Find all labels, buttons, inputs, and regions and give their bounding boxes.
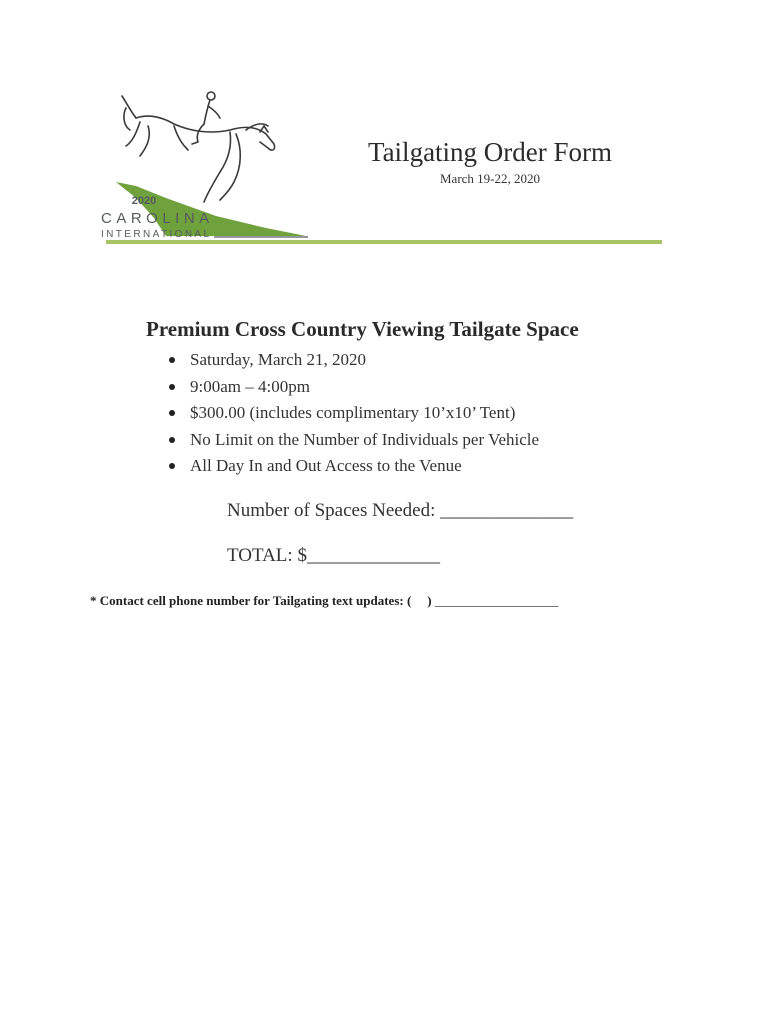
spaces-needed-label: Number of Spaces Needed: — [227, 500, 436, 521]
carolina-international-logo — [96, 86, 316, 246]
area-code-open-paren: ( — [406, 593, 412, 608]
contact-phone-label: Contact cell phone number for Tailgating text updates: — [99, 593, 404, 608]
spaces-needed-field — [227, 500, 573, 522]
list-item: 9:00am – 4:00pm — [166, 374, 539, 401]
list-item: Saturday, March 21, 2020 — [166, 347, 539, 374]
logo-subtitle: INTERNATIONAL — [101, 229, 212, 240]
total-field — [227, 545, 440, 567]
feature-list — [166, 347, 539, 480]
horse-sketch — [122, 92, 275, 202]
header-divider — [106, 240, 662, 244]
event-dates: March 19-22, 2020 — [439, 171, 540, 186]
form-title: Tailgating Order Form — [367, 137, 613, 167]
section-heading: Premium Cross Country Viewing Tailgate Space — [146, 317, 579, 341]
contact-phone-field — [90, 593, 558, 609]
total-label: TOTAL: — [227, 545, 293, 566]
logo-green-hill — [116, 182, 306, 236]
asterisk-marker: * — [90, 593, 100, 608]
logo-name: CAROLINA — [101, 210, 214, 227]
total-blank[interactable]: $______________ — [297, 545, 440, 566]
list-item: No Limit on the Number of Individuals per Vehicle — [166, 427, 539, 454]
spaces-needed-blank[interactable]: ______________ — [440, 500, 574, 521]
list-item: $300.00 (includes complimentary 10’x10’ Tent) — [166, 400, 539, 427]
list-item: All Day In and Out Access to the Venue — [166, 453, 539, 480]
area-code-close-paren: ) — [427, 593, 432, 608]
logo-year: 2020 — [131, 195, 157, 207]
phone-number-blank[interactable]: ___________________ — [434, 593, 559, 608]
